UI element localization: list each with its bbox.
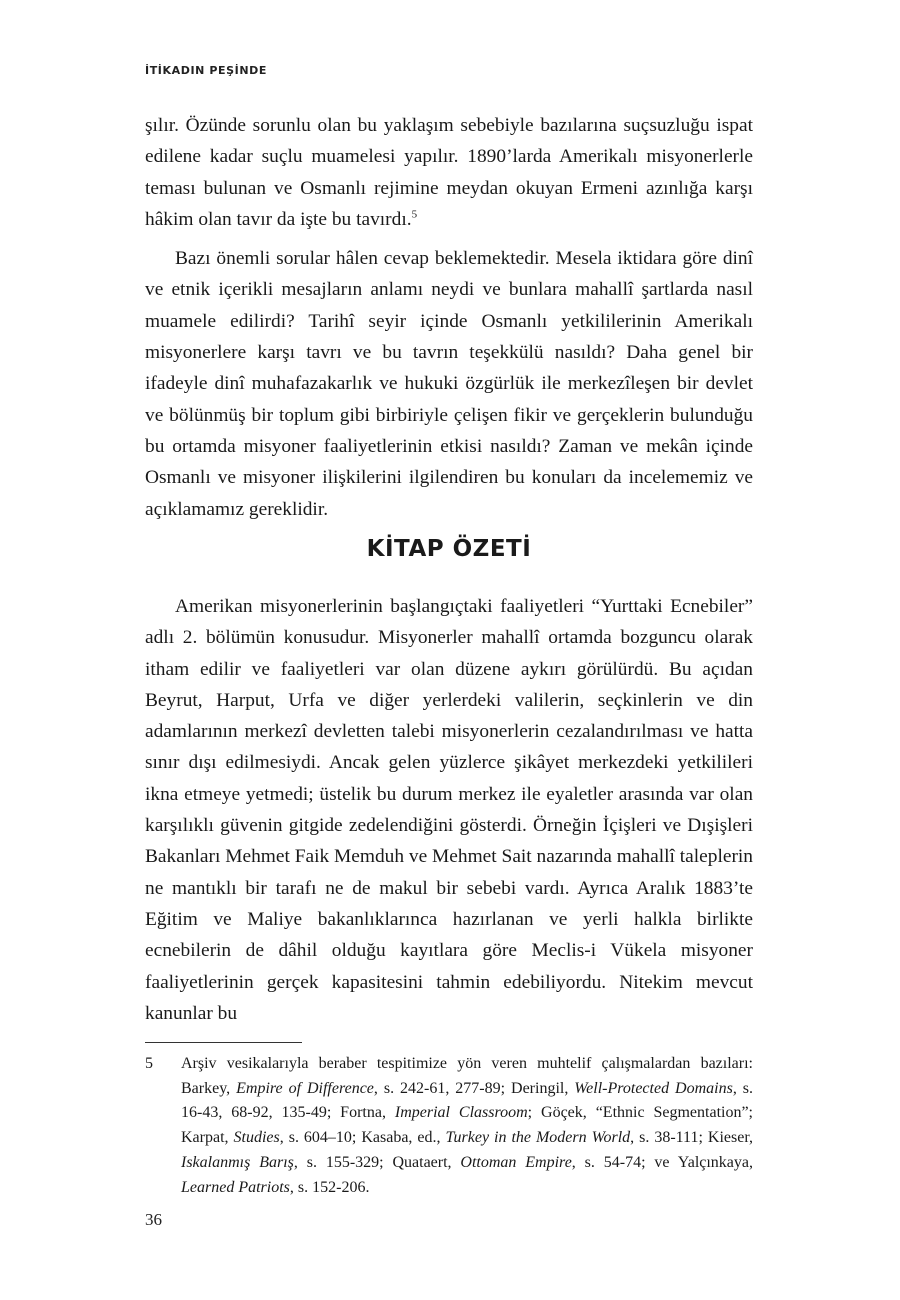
footnote-ref[interactable]: 5: [411, 208, 418, 221]
summary-text: [145, 591, 753, 1029]
footnote-title: Learned Patriots: [181, 1178, 290, 1196]
running-header: İTİKADIN PEŞİNDE: [145, 64, 268, 77]
paragraph-text: şılır. Özünde sorunlu olan bu yaklaşım sebebiyle bazılarına suçsuzluğu ispat edilene kadar suçlu muamelesi yapılır. 1890’larda Amerikalı misyonerlerle teması bulunan ve Osmanlı rejimine meydan okuyan Ermeni azınlığa karşı hâkim olan tavır da işte bu tavırdı.: [145, 115, 753, 230]
intro-text: [145, 110, 753, 525]
footnote-segment: , s. 604–10; Kasaba, ed.,: [279, 1129, 446, 1147]
footnote-number: 5: [145, 1055, 153, 1072]
footnote-segment: , s. 38-111; Kieser,: [630, 1129, 754, 1147]
footnote-title: Iskalanmış Barış: [181, 1153, 294, 1171]
footnote-segment: , s. 242-61, 277-89; Deringil,: [373, 1079, 575, 1097]
footnote-title: Well-Protected Domains: [574, 1079, 733, 1097]
footnote-segment: , s. 155-329; Quataert,: [293, 1153, 461, 1171]
footnote-segment: Arşiv vesikalarıyla beraber tespitimize yön veren muhtelif çalışmalardan bazıları: Barkey,: [181, 1055, 753, 1097]
footnote-segment: ; Göçek, “Ethnic Segmentation”; Karpat,: [181, 1104, 754, 1147]
footnote: [145, 1052, 753, 1200]
page-number: 36: [145, 1210, 162, 1229]
paragraph: Amerikan misyonerlerinin başlangıçtaki faaliyetleri “Yurttaki Ecnebiler” adlı 2. bölümün konusudur. Misyonerler mahallî ortamda bozguncu olarak itham edilir ve faaliyetleri var olan düzene aykırı görülürdü. Bu açıdan Beyrut, Harput, Urfa ve diğer yerlerdeki valilerin, seçkinlerin ve din adamlarının merkezî devletten talebi misyonerlerin cezalandırılması ve hatta sınır dışı edilmesiydi. Ancak gelen yüzlerce şikâyet merkezdeki yetkilileri ikna etmeye yetmedi; üstelik bu durum merkez ile eyaletler arasında var olan karşılıklı güvenin gitgide zedelendiğini gösterdi. Örneğin İçişleri ve Dışişleri Bakanları Mehmet Faik Memduh ve Mehmet Sait nazarında mahallî taleplerin ne mantıklı bir tarafı ne de makul bir sebebi vardı. Ayrıca Aralık 1883’te Eğitim ve Maliye bakanlıklarınca hazırlanan ve yerli halkla birlikte ecnebilerin de dâhil olduğu kayıtlara göre Meclis-i Vükela misyoner faaliyetlerinin gerçek kapasitesini tahmin edebiliyordu. Nitekim mevcut kanunlar bu: [145, 596, 753, 1024]
footnote-segment: , s. 54-74; ve Yalçınkaya,: [571, 1153, 754, 1171]
paragraph: Bazı önemli sorular hâlen cevap beklemektedir. Mesela iktidara göre dinî ve etnik içerikli mesajların anlamı neydi ve bunlara mahallî şartlarda nasıl muamele edilirdi? Tarihî seyir içinde Osmanlı yetkililerinin Amerikalı misyonerlere karşı tavrı ve bu tavrın teşekkülü nasıldı? Daha genel bir ifadeyle dinî muhafazakarlık ve hukuki özgürlük ile merkezîleşen bir devlet ve bölünmüş bir toplum gibi birbiriyle çelişen fikir ve gerçeklerin bulunduğu bu ortamda misyoner faaliyetlerinin etkisi nasıldı? Zaman ve mekân içinde Osmanlı ve misyoner ilişkilerini ilgilendiren bu konuları da incelememiz ve açıklamamız gereklidir.: [145, 248, 753, 520]
footnote-segment: , s. 16-43, 68-92, 135-49; Fortna,: [181, 1079, 753, 1122]
footnote-text: [181, 1052, 753, 1200]
footnote-title: Ottoman Empire: [460, 1153, 572, 1171]
footnote-title: Turkey in the Modern World: [445, 1129, 631, 1147]
paragraph: [145, 110, 753, 235]
footnote-title: Empire of Difference: [236, 1079, 374, 1097]
footnote-title: Imperial Classroom: [394, 1104, 528, 1122]
footnote-segment: , s. 152-206.: [289, 1178, 370, 1196]
footnote-title: Studies: [233, 1129, 280, 1147]
footnote-divider: [145, 1042, 302, 1043]
section-heading: KİTAP ÖZETİ: [366, 536, 532, 562]
